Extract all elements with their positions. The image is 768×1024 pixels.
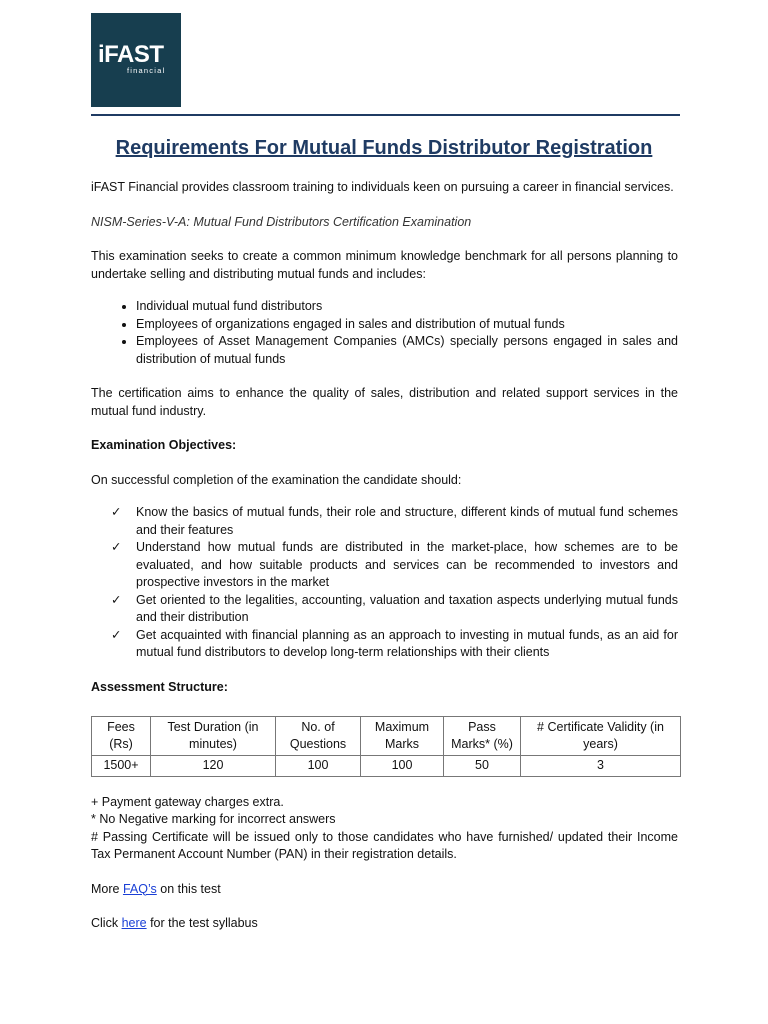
faq-prefix: More bbox=[91, 881, 123, 896]
syllabus-line bbox=[91, 915, 678, 933]
aim-paragraph: The certification aims to enhance the quality of sales, distribution and related support services in the mutual fund industry. bbox=[91, 386, 678, 418]
objectives-heading: Examination Objectives: bbox=[91, 438, 237, 452]
table-cell: 1500+ bbox=[92, 756, 151, 777]
table-cell: 100 bbox=[361, 756, 444, 777]
header-cell: Test Duration (in minutes) bbox=[151, 717, 276, 756]
exam-description: This examination seeks to create a common minimum knowledge benchmark for all persons planning to undertake selling and distributing mutual funds and includes: bbox=[91, 249, 678, 281]
header-cell: Pass Marks* (%) bbox=[444, 717, 521, 756]
syllabus-prefix: Click bbox=[91, 916, 122, 930]
objectives-list bbox=[91, 504, 678, 662]
table-cell: 120 bbox=[151, 756, 276, 777]
table-header-row bbox=[92, 717, 681, 756]
objective-text: Get acquainted with financial planning as an approach to investing in mutual funds, as an aid for mutual fund distributors to develop long-term relationships with their clients bbox=[136, 627, 678, 659]
logo-subtext: financial bbox=[127, 66, 166, 75]
objectives-lead: On successful completion of the examination the candidate should: bbox=[91, 472, 462, 487]
ifast-logo bbox=[91, 13, 181, 107]
faq-link[interactable]: FAQ’s bbox=[122, 881, 157, 896]
table-cell: 50 bbox=[444, 756, 521, 777]
list-item bbox=[111, 627, 678, 662]
objective-text: Get oriented to the legalities, accounting, valuation and taxation aspects underlying mutual funds and their distribution bbox=[136, 592, 678, 624]
list-item: • Individual mutual fund distributors bbox=[136, 298, 678, 316]
faq-suffix: on this test bbox=[156, 881, 221, 896]
list-item: • Employees of Asset Management Companies (AMCs) specially persons engaged in sales and distribution of mutual funds bbox=[136, 333, 678, 368]
header-cell: # Certificate Validity (in years) bbox=[521, 717, 681, 756]
header-cell: No. of Questions bbox=[276, 717, 361, 756]
footnote: # Passing Certificate will be issued only to those candidates who have furnished/ updated their Income Tax Permanent Account Number (PAN) in their registration details. bbox=[91, 829, 678, 861]
faq-line bbox=[91, 881, 678, 899]
table-cell: 3 bbox=[521, 756, 681, 777]
list-item bbox=[111, 504, 678, 539]
objective-text: Know the basics of mutual funds, their role and structure, different kinds of mutual fund schemes and their features bbox=[136, 505, 678, 537]
checkmark-icon: ✓ bbox=[111, 505, 122, 519]
audience-list bbox=[91, 298, 678, 368]
checkmark-icon: ✓ bbox=[111, 592, 122, 607]
page-title: Requirements For Mutual Funds Distributor Registration bbox=[115, 137, 653, 159]
exam-name: NISM-Series-V-A: Mutual Fund Distributors Certification Examination bbox=[91, 214, 472, 229]
header-cell: Maximum Marks bbox=[361, 717, 444, 756]
list-item: • Employees of organizations engaged in sales and distribution of mutual funds bbox=[136, 316, 678, 334]
syllabus-link[interactable]: here bbox=[121, 916, 147, 930]
assessment-table bbox=[91, 716, 681, 777]
table-cell: 100 bbox=[276, 756, 361, 777]
syllabus-suffix: for the test syllabus bbox=[146, 916, 258, 930]
list-item bbox=[111, 592, 678, 627]
header-rule bbox=[91, 114, 680, 116]
footnote: + Payment gateway charges extra. bbox=[91, 794, 284, 809]
table-row bbox=[92, 756, 681, 777]
footnotes bbox=[91, 794, 678, 864]
footnote: * No Negative marking for incorrect answers bbox=[91, 812, 336, 826]
list-item bbox=[111, 539, 678, 592]
document-body bbox=[91, 179, 678, 950]
objective-text: Understand how mutual funds are distributed in the market-place, how schemes are to be evaluated, and how suitable products and services can be recommended to investors and prospective investors in the market bbox=[136, 540, 678, 589]
logo-brand: iFAST bbox=[98, 41, 164, 68]
header-cell: Fees (Rs) bbox=[92, 717, 151, 756]
intro-paragraph: iFAST Financial provides classroom training to individuals keen on pursuing a career in financial services. bbox=[91, 180, 674, 194]
checkmark-icon: ✓ bbox=[111, 540, 122, 554]
assessment-heading: Assessment Structure: bbox=[91, 679, 228, 694]
checkmark-icon: ✓ bbox=[111, 627, 122, 642]
